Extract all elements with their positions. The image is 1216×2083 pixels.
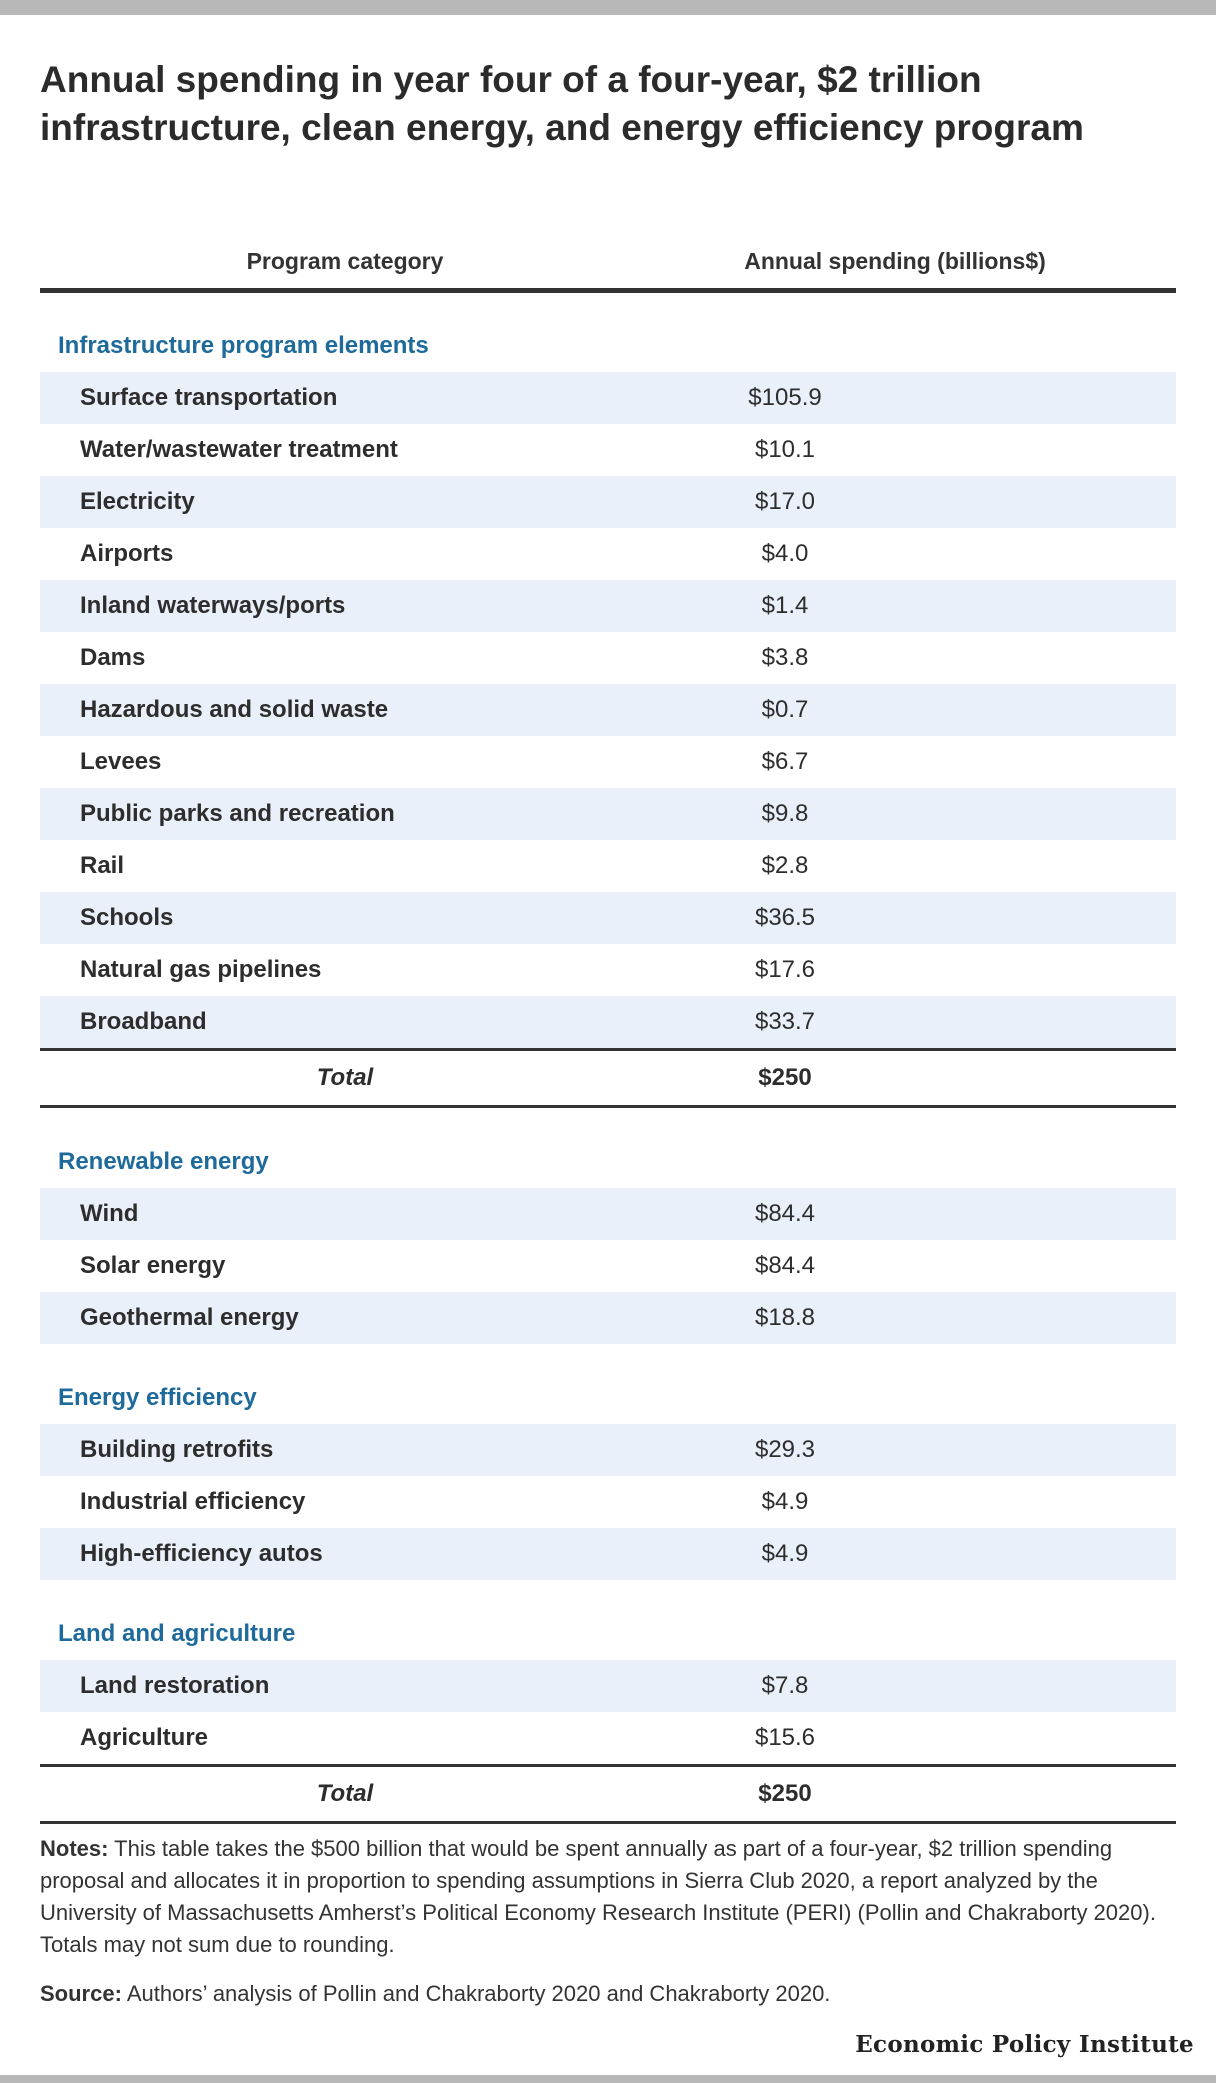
row-value: $4.9 <box>761 1488 809 1515</box>
row-value: $4.9 <box>761 1540 809 1567</box>
table-row <box>40 736 1176 788</box>
row-value: $10.1 <box>754 436 816 463</box>
table-row <box>40 1188 1176 1240</box>
row-category: Dams <box>80 644 146 671</box>
column-header-category: Program category <box>246 248 444 274</box>
table-row <box>40 996 1176 1048</box>
section-title: Infrastructure program elements <box>58 332 429 359</box>
row-value: $15.6 <box>754 1724 816 1751</box>
total-label: Total <box>316 1064 374 1091</box>
row-category: Inland waterways/ports <box>80 592 346 619</box>
row-value: $36.5 <box>754 904 816 931</box>
row-category: High-efficiency autos <box>80 1540 323 1567</box>
row-category: Levees <box>80 748 162 775</box>
table-row <box>40 944 1176 996</box>
row-category: Surface transportation <box>80 384 338 411</box>
row-category: Schools <box>80 904 174 931</box>
table-row <box>40 684 1176 736</box>
spending-table <box>40 240 1176 1824</box>
section-title: Renewable energy <box>58 1148 269 1175</box>
row-value: $6.7 <box>761 748 809 775</box>
table-row <box>40 1240 1176 1292</box>
table-row <box>40 528 1176 580</box>
row-value: $33.7 <box>754 1008 816 1035</box>
notes-text: This table takes the $500 billion that would be spent annually as part of a four-year, $2 trillion spending proposal and allocates it in proportion to spending assumptions in Sierra Club 2020, a report analyzed by the University of Massachusetts Amherst’s Political Economy Research Institute (PERI) (Pollin and Chakraborty 2020). Totals may not sum due to rounding. <box>40 1836 1156 1957</box>
table-row <box>40 1528 1176 1580</box>
brand-logo: Economic Policy Institute <box>855 2031 1194 2058</box>
row-value: $18.8 <box>754 1304 816 1331</box>
total-label: Total <box>316 1780 374 1807</box>
row-category: Natural gas pipelines <box>80 956 322 983</box>
column-header-spending: Annual spending (billions$) <box>744 248 1046 274</box>
table-row <box>40 424 1176 476</box>
table-row <box>40 892 1176 944</box>
table-row <box>40 476 1176 528</box>
row-category: Building retrofits <box>80 1436 274 1463</box>
section-title: Land and agriculture <box>58 1620 296 1647</box>
table-row <box>40 1660 1176 1712</box>
table-row <box>40 372 1176 424</box>
row-category: Solar energy <box>80 1252 226 1279</box>
row-value: $105.9 <box>748 384 822 411</box>
table-body <box>40 320 1176 1824</box>
source <box>40 1978 1180 2010</box>
table-row <box>40 580 1176 632</box>
row-category: Wind <box>80 1200 139 1227</box>
section-gap <box>40 1344 1176 1372</box>
source-label: Source: <box>40 1981 122 2006</box>
row-category: Geothermal energy <box>80 1304 299 1331</box>
row-value: $3.8 <box>761 644 809 671</box>
row-category: Agriculture <box>80 1724 209 1751</box>
table-row <box>40 632 1176 684</box>
row-category: Industrial efficiency <box>80 1488 306 1515</box>
notes-label: Notes: <box>40 1836 109 1861</box>
bottom-frame-bar <box>0 2075 1216 2083</box>
row-value: $9.8 <box>761 800 809 827</box>
total-value: $250 <box>758 1780 812 1807</box>
row-value: $84.4 <box>754 1252 816 1279</box>
row-category: Broadband <box>80 1008 207 1035</box>
row-value: $1.4 <box>761 592 809 619</box>
total-row <box>40 1764 1176 1824</box>
row-value: $84.4 <box>754 1200 816 1227</box>
row-category: Hazardous and solid waste <box>80 696 389 723</box>
row-value: $4.0 <box>761 540 809 567</box>
row-category: Water/wastewater treatment <box>80 436 398 463</box>
row-category: Land restoration <box>80 1672 270 1699</box>
table-row <box>40 1292 1176 1344</box>
table-row <box>40 840 1176 892</box>
table-row <box>40 788 1176 840</box>
table-row <box>40 1424 1176 1476</box>
table-row <box>40 1476 1176 1528</box>
section-gap <box>40 1108 1176 1136</box>
row-value: $29.3 <box>754 1436 816 1463</box>
row-value: $2.8 <box>761 852 809 879</box>
row-value: $7.8 <box>761 1672 809 1699</box>
row-category: Public parks and recreation <box>80 800 395 827</box>
row-value: $17.0 <box>754 488 816 515</box>
table-row <box>40 1712 1176 1764</box>
table-header <box>40 240 1176 293</box>
row-category: Airports <box>80 540 174 567</box>
section-gap <box>40 1580 1176 1608</box>
header-spacer <box>40 293 1176 320</box>
source-text: Authors’ analysis of Pollin and Chakraborty 2020 and Chakraborty 2020. <box>121 1981 831 2006</box>
top-frame-bar <box>0 0 1216 15</box>
total-row <box>40 1048 1176 1108</box>
row-category: Electricity <box>80 488 195 515</box>
notes <box>40 1833 1180 1961</box>
row-category: Rail <box>80 852 125 879</box>
section-title: Energy efficiency <box>58 1384 257 1411</box>
row-value: $0.7 <box>761 696 809 723</box>
page-title: Annual spending in year four of a four-year, $2 trillion infrastructure, clean energy, and energy efficiency program <box>40 59 1084 148</box>
row-value: $17.6 <box>754 956 816 983</box>
total-value: $250 <box>758 1064 812 1091</box>
